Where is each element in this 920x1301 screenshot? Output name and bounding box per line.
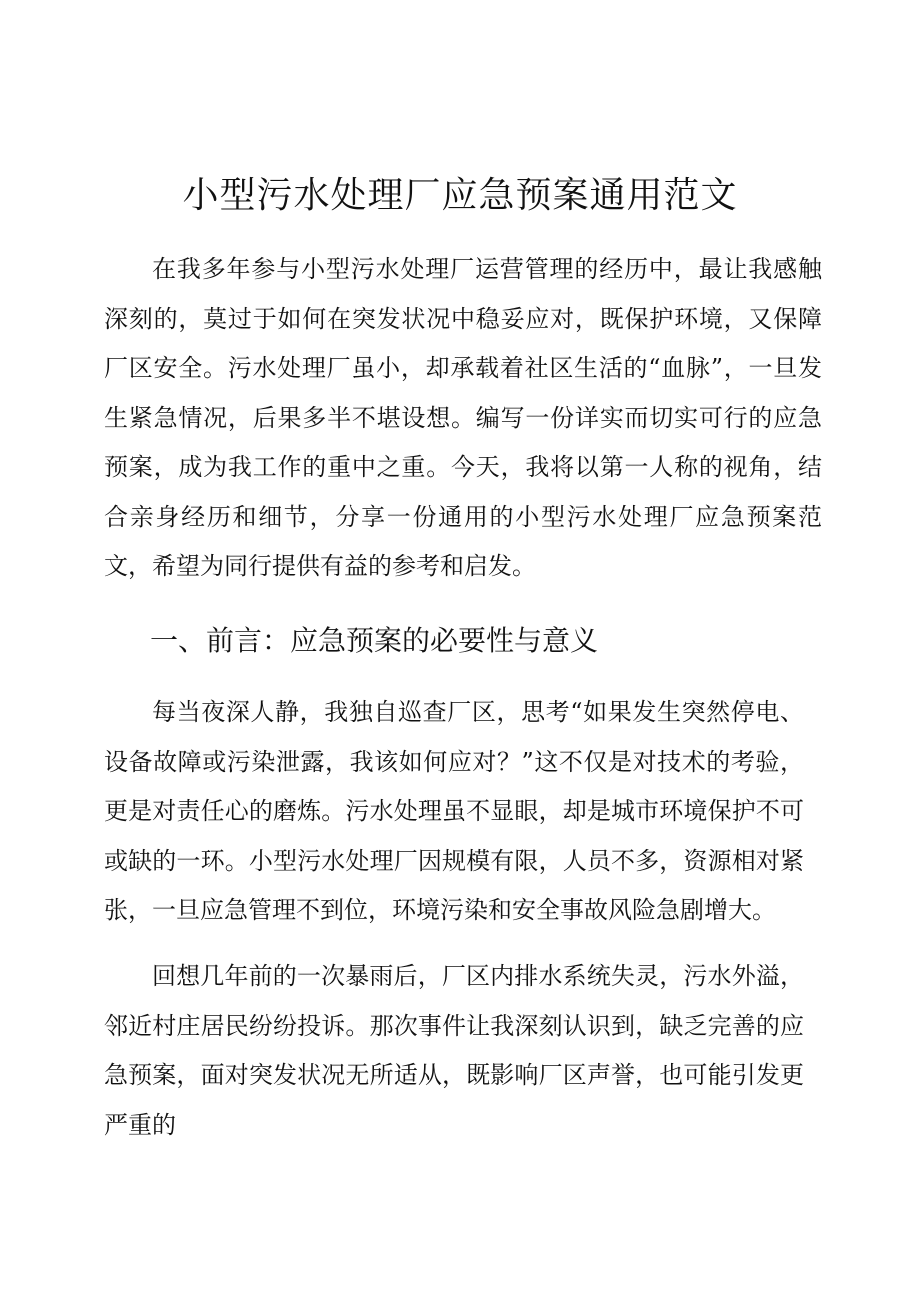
section-paragraph-1: 每当夜深人静，我独自巡查厂区，思考“如果发生突然停电、设备故障或污染泄露，我该如何应对？”这不仅是对技术的考验，更是对责任心的磨炼。污水处理虽不显眼，却是城市环境保护不可或缺的一环。小型污水处理厂因规模有限，人员不多，资源相对紧张，一旦应急管理不到位，环境污染和安全事故风险急剧增大。: [104, 698, 804, 924]
section-paragraph-2: 回想几年前的一次暴雨后，厂区内排水系统失灵，污水外溢，邻近村庄居民纷纷投诉。那次事件让我深刻认识到，缺乏完善的应急预案，面对突发状况无所适从，既影响厂区声誉，也可能引发更严重的: [104, 962, 804, 1139]
intro-paragraph: 在我多年参与小型污水处理厂运营管理的经历中，最让我感触深刻的，莫过于如何在突发状况中稳妥应对，既保护环境，又保障厂区安全。污水处理厂虽小，却承载着社区生活的“血脉”，一旦发生紧急情况，后果多半不堪设想。编写一份详实而切实可行的应急预案，成为我工作的重中之重。今天，我将以第一人称的视角，结合亲身经历和细节，分享一份通用的小型污水处理厂应急预案范文，希望为同行提供有益的参考和启发。: [104, 255, 822, 580]
document-title: 小型污水处理厂应急预案通用范文: [182, 175, 738, 216]
section-heading-preface: 一、前言：应急预案的必要性与意义: [150, 624, 599, 657]
